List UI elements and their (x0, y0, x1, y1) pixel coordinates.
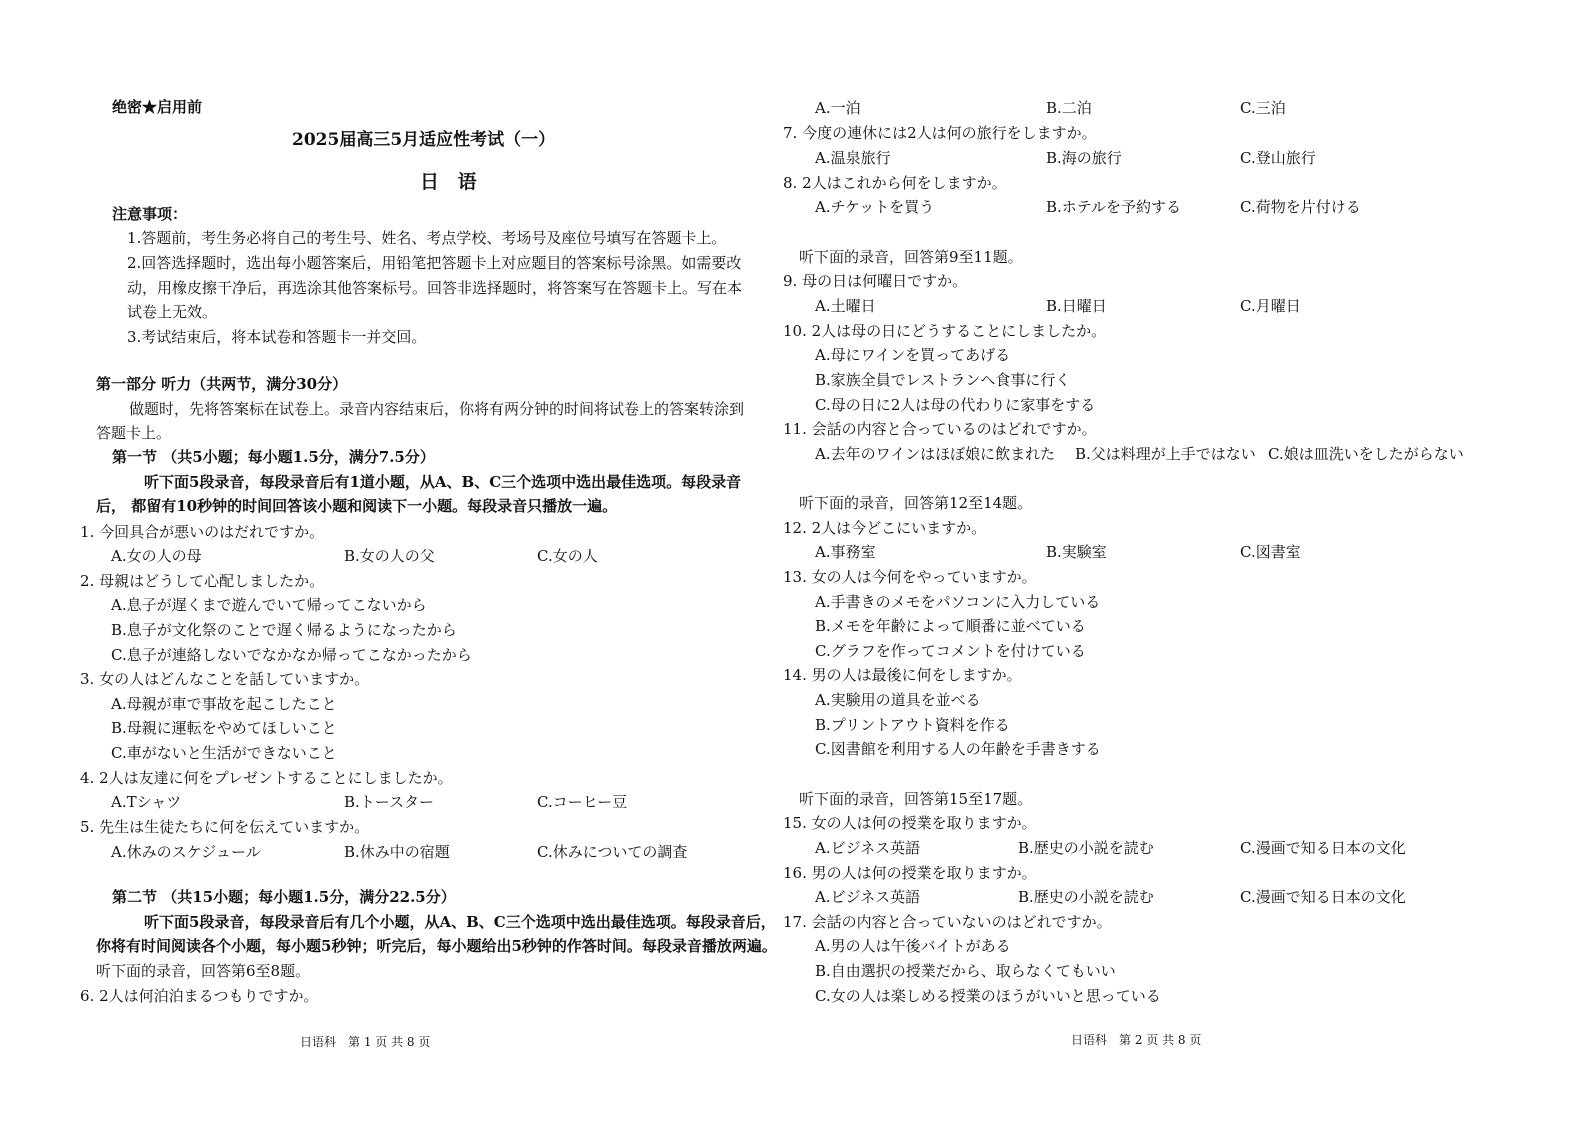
question-11-stem: 11. 会話の内容と合っているのはどれですか。 (783, 420, 1097, 438)
question-6-stem: 6. 2人は何泊泊まるつもりですか。 (80, 987, 319, 1005)
question-11-option-c: C.娘は皿洗いをしたがらない (1268, 445, 1464, 463)
question-12-stem: 12. 2人は今どこにいますか。 (783, 519, 987, 537)
question-2-option-a: A.息子が遅くまで遊んでいて帰ってこないから (111, 596, 427, 614)
question-17-option-a: A.男の人は午後バイトがある (815, 937, 1011, 955)
question-4-option-c: C.コーヒー豆 (537, 793, 628, 811)
question-16-option-b: B.歴史の小説を読む (1018, 888, 1154, 906)
question-14-stem: 14. 男の人は最後に何をしますか。 (783, 666, 1022, 684)
question-5-stem: 5. 先生は生徒たちに何を伝えていますか。 (80, 818, 370, 836)
section2-instr-a: 听下面5段录音，每段录音后有几个小题，从A、B、C三个选项中选出最佳选项。每段录音后， (144, 913, 776, 931)
notice-line-2c: 试卷上无效。 (127, 303, 218, 321)
question-16-option-a: A.ビジネス英語 (815, 888, 921, 906)
question-5-option-a: A.休みのスケジュール (111, 843, 261, 861)
question-10-option-b: B.家族全員でレストランへ食事に行く (815, 371, 1071, 389)
question-3-stem: 3. 女の人はどんなことを話していますか。 (80, 670, 370, 688)
question-8-option-c: C.荷物を片付ける (1240, 198, 1361, 216)
question-6-option-c: C.三泊 (1240, 99, 1286, 117)
question-7-option-a: A.温泉旅行 (815, 149, 891, 167)
question-2-option-c: C.息子が連絡しないでなかなか帰ってこなかったから (111, 646, 472, 664)
question-3-option-c: C.車がないと生活ができないこと (111, 744, 337, 762)
listen-instruction-6-8: 听下面的录音，回答第6至8题。 (96, 962, 311, 980)
question-6-option-a: A.一泊 (815, 99, 861, 117)
notice-heading: 注意事项： (112, 205, 188, 223)
question-1-option-a: A.女の人の母 (111, 547, 202, 565)
footer-page-2: 日语科 第 2 页 共 8 页 (1071, 1033, 1202, 1047)
question-7-option-b: B.海の旅行 (1046, 149, 1122, 167)
question-1-stem: 1. 今回具合が悪いのはだれですか。 (80, 523, 325, 541)
question-14-option-a: A.実験用の道具を並べる (815, 691, 981, 709)
question-14-option-b: B.プリントアウト資料を作る (815, 716, 1010, 734)
section1-instr-b: 后， 都留有10秒钟的时间回答该小题和阅读下一小题。每段录音只播放一遍。 (96, 497, 618, 515)
section2-instr-b: 你将有时间阅读各个小题，每小题5秒钟；听完后，每小题给出5秒钟的作答时间。每段录音播放两遍。 (96, 937, 777, 955)
question-15-stem: 15. 女の人は何の授業を取りますか。 (783, 814, 1037, 832)
question-4-option-b: B.トースター (344, 793, 435, 811)
question-14-option-c: C.図書館を利用する人の年齢を手書きする (815, 740, 1101, 758)
question-2-option-b: B.息子が文化祭のことで遅く帰るようになったから (111, 621, 457, 639)
question-9-option-c: C.月曜日 (1240, 297, 1301, 315)
question-10-option-c: C.母の日に2人は母の代わりに家事をする (815, 396, 1096, 414)
listen-instruction-15-17: 听下面的录音，回答第15至17题。 (799, 790, 1033, 808)
notice-line-1: 1.答题前，考生务必将自己的考生号、姓名、考点学校、考场号及座位号填写在答题卡上。 (127, 229, 727, 247)
question-16-stem: 16. 男の人は何の授業を取りますか。 (783, 864, 1037, 882)
question-10-option-a: A.母にワインを買ってあげる (815, 346, 1011, 364)
question-16-option-c: C.漫画で知る日本の文化 (1240, 888, 1406, 906)
question-7-stem: 7. 今度の連休には2人は何の旅行をしますか。 (783, 124, 1097, 142)
part1-heading: 第一部分 听力（共两节，满分30分） (96, 375, 348, 393)
secret-label: 绝密★启用前 (112, 98, 203, 116)
listen-instruction-9-11: 听下面的录音，回答第9至11题。 (799, 248, 1023, 266)
question-4-option-a: A.Tシャツ (111, 793, 182, 811)
question-4-stem: 4. 2人は友達に何をプレゼントすることにしましたか。 (80, 769, 453, 787)
part1-intro-a: 做题时，先将答案标在试卷上。录音内容结束后，你将有两分钟的时间将试卷上的答案转涂到 (129, 400, 745, 418)
listen-instruction-12-14: 听下面的录音，回答第12至14题。 (799, 494, 1033, 512)
question-17-stem: 17. 会話の内容と合っていないのはどれですか。 (783, 913, 1112, 931)
question-12-option-a: A.事務室 (815, 543, 876, 561)
question-2-stem: 2. 母親はどうして心配しましたか。 (80, 572, 325, 590)
question-13-option-b: B.メモを年齢によって順番に並べている (815, 617, 1086, 635)
section2-heading: 第二节 （共15小题；每小题1.5分，满分22.5分） (112, 888, 456, 906)
question-8-stem: 8. 2人はこれから何をしますか。 (783, 174, 1007, 192)
question-6-option-b: B.二泊 (1046, 99, 1092, 117)
notice-line-2a: 2.回答选择题时，选出每小题答案后，用铅笔把答题卡上对应题目的答案标号涂黑。如需要改 (127, 254, 742, 272)
question-13-option-a: A.手書きのメモをパソコンに入力している (815, 593, 1101, 611)
question-11-option-b: B.父は料理が上手ではない (1075, 445, 1256, 463)
question-13-stem: 13. 女の人は今何をやっていますか。 (783, 568, 1037, 586)
question-1-option-b: B.女の人の父 (344, 547, 435, 565)
notice-line-2b: 动，用橡皮擦干净后，再选涂其他答案标号。回答非选择题时，将答案写在答题卡上。写在本 (127, 279, 743, 297)
question-9-option-a: A.土曜日 (815, 297, 876, 315)
question-5-option-c: C.休みについての調査 (537, 843, 688, 861)
question-12-option-b: B.実験室 (1046, 543, 1107, 561)
question-10-stem: 10. 2人は母の日にどうすることにしましたか。 (783, 322, 1107, 340)
question-15-option-c: C.漫画で知る日本の文化 (1240, 839, 1406, 857)
question-3-option-a: A.母親が車で事故を起こしたこと (111, 695, 337, 713)
notice-line-3: 3.考试结束后，将本试卷和答题卡一并交回。 (127, 328, 427, 346)
question-17-option-b: B.自由選択の授業だから、取らなくてもいい (815, 962, 1116, 980)
question-15-option-b: B.歴史の小説を読む (1018, 839, 1154, 857)
question-1-option-c: C.女の人 (537, 547, 598, 565)
question-7-option-c: C.登山旅行 (1240, 149, 1316, 167)
question-11-option-a: A.去年のワインはほぼ娘に飲まれた (815, 445, 1056, 463)
question-13-option-c: C.グラフを作ってコメントを付けている (815, 642, 1086, 660)
subject-title: 日 语 (420, 171, 483, 193)
part1-intro-b: 答题卡上。 (96, 424, 172, 442)
question-8-option-b: B.ホテルを予約する (1046, 198, 1182, 216)
question-17-option-c: C.女の人は楽しめる授業のほうがいいと思っている (815, 987, 1161, 1005)
question-15-option-a: A.ビジネス英語 (815, 839, 921, 857)
section1-instr-a: 听下面5段录音，每段录音后有1道小题，从A、B、C三个选项中选出最佳选项。每段录音 (144, 473, 742, 491)
question-12-option-c: C.図書室 (1240, 543, 1301, 561)
exam-title: 2025届高三5月适应性考试（一） (292, 130, 556, 150)
question-9-option-b: B.日曜日 (1046, 297, 1107, 315)
section1-heading: 第一节 （共5小题；每小题1.5分，满分7.5分） (112, 448, 435, 466)
question-3-option-b: B.母親に運転をやめてほしいこと (111, 719, 337, 737)
footer-page-1: 日语科 第 1 页 共 8 页 (300, 1035, 431, 1049)
question-5-option-b: B.休み中の宿題 (344, 843, 450, 861)
question-9-stem: 9. 母の日は何曜日ですか。 (783, 272, 968, 290)
question-8-option-a: A.チケットを買う (815, 198, 935, 216)
